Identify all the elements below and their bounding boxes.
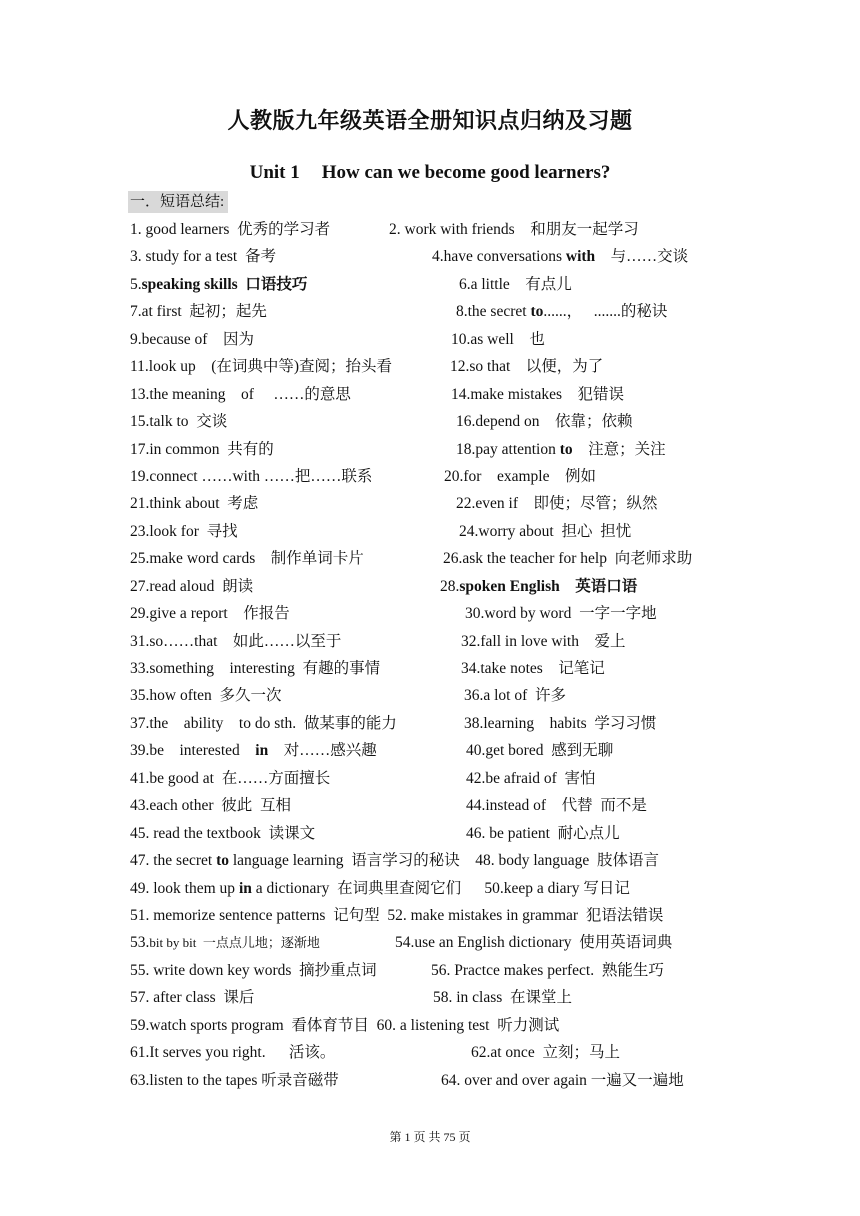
page-footer: 第 1 页 共 75 页: [389, 1130, 471, 1144]
unit-label: Unit 1: [249, 162, 300, 183]
phrase-text: 4.have conversations: [432, 248, 566, 266]
phrase-list: [130, 216, 750, 1094]
phrase-text: 20.for example 例如: [444, 467, 596, 485]
phrase-item-left: [130, 765, 330, 792]
phrase-text: 23.look for 寻找: [130, 522, 238, 540]
phrase-row: [130, 847, 750, 874]
phrase-text: 33.something interesting 有趣的事情: [130, 660, 381, 677]
phrase-item-left: [130, 600, 290, 627]
phrase-item-left: [130, 243, 276, 270]
phrase-text: a dictionary 在词典里查阅它们 50.keep a diary 写日记: [251, 879, 630, 897]
phrase-item-right: [466, 765, 596, 792]
phrase-text: 注意；关注: [572, 440, 666, 458]
phrase-item-right: [465, 600, 657, 627]
phrase-row: [130, 929, 750, 956]
phrase-row: [130, 792, 750, 819]
phrase-item-right: [459, 518, 631, 545]
phrase-row: [130, 984, 750, 1011]
phrase-row: [130, 1012, 750, 1039]
phrase-item-right: [433, 984, 572, 1011]
phrase-text: 61.It serves you right. 活该。: [130, 1044, 336, 1062]
phrase-row: [130, 875, 750, 902]
phrase-row: [130, 298, 750, 325]
phrase-text: 21.think about 考虑: [130, 495, 259, 513]
section-heading: 一．短语总结:: [128, 191, 228, 213]
phrase-text: 34.take notes 记笔记: [461, 660, 605, 677]
phrase-item-left: [130, 957, 377, 984]
phrase-item-left: [130, 792, 291, 819]
phrase-text: 51. memorize sentence patterns 记句型 52. make mistakes in grammar 犯语法错误: [130, 906, 664, 924]
phrase-item-right: [456, 436, 666, 463]
phrase-row: [130, 490, 750, 517]
phrase-text: 18.pay attention: [456, 440, 560, 458]
phrase-item-right: [456, 490, 657, 517]
phrase-row: [130, 1067, 750, 1094]
phrase-item-left: [130, 490, 258, 517]
phrase-item-left: [130, 710, 397, 737]
phrase-item-left: [130, 655, 380, 682]
phrase-row: [130, 628, 750, 655]
phrase-text: in: [238, 879, 252, 897]
phrase-row: [130, 710, 750, 737]
phrase-row: [130, 408, 750, 435]
phrase-text: 对……感兴趣: [268, 742, 377, 760]
phrase-item-left: [130, 436, 274, 463]
phrase-item-right: [444, 463, 596, 490]
phrase-row: [130, 353, 750, 380]
phrase-text: 42.be afraid of 害怕: [466, 769, 596, 787]
phrase-item-right: [466, 737, 613, 764]
phrase-text: 16.depend on 依靠；依赖: [456, 413, 633, 431]
phrase-item-left: [130, 1012, 559, 1039]
phrase-text: 19.connect ……with ……把……联系: [130, 467, 373, 485]
phrase-text: 62.at once 立刻；马上: [471, 1044, 620, 1062]
phrase-item-right: [471, 1039, 620, 1066]
phrase-text: spoken English 英语口语: [459, 577, 638, 595]
phrase-text: 31.so……that 如此……以至于: [130, 632, 342, 650]
phrase-item-left: [130, 1039, 335, 1066]
phrase-text: 53.: [130, 934, 150, 952]
phrase-text: 36.a lot of 许多: [464, 687, 567, 705]
phrase-item-right: [451, 326, 545, 353]
unit-question: How can we become good learners?: [321, 162, 611, 183]
phrase-item-right: [389, 216, 639, 243]
phrase-text: 22.even if 即使；尽管；纵然: [456, 495, 658, 513]
phrase-text: 63.listen to the tapes 听录音磁带: [130, 1071, 339, 1089]
phrase-row: [130, 820, 750, 847]
phrase-row: [130, 518, 750, 545]
phrase-text: 32.fall in love with 爱上: [461, 632, 626, 650]
phrase-item-left: [130, 984, 254, 1011]
phrase-text: 1. good learners 优秀的学习者: [130, 221, 331, 238]
phrase-item-left: [130, 737, 377, 764]
phrase-item-right: [456, 298, 667, 325]
phrase-text: with: [565, 248, 596, 266]
phrase-item-left: [130, 902, 663, 929]
phrase-text: 64. over and over again 一遍又一遍地: [441, 1071, 684, 1089]
phrase-item-left: [130, 381, 351, 408]
phrase-text: 14.make mistakes 犯错误: [451, 385, 625, 403]
phrase-text: 8.the secret: [456, 303, 531, 321]
phrase-item-right: [461, 655, 605, 682]
phrase-row: [130, 600, 750, 627]
phrase-row: [130, 682, 750, 709]
phrase-row: [130, 902, 750, 929]
phrase-row: [130, 1039, 750, 1066]
phrase-item-right: [466, 792, 647, 819]
phrase-row: [130, 765, 750, 792]
phrase-item-left: [130, 408, 227, 435]
phrase-text: language learning 语言学习的秘诀 48. body language 肢体语言: [229, 852, 660, 870]
phrase-text: 46. be patient 耐心点儿: [466, 824, 620, 842]
phrase-item-right: [456, 408, 633, 435]
phrase-item-left: [130, 353, 392, 380]
phrase-row: [130, 243, 750, 270]
phrase-text: 40.get bored 感到无聊: [466, 742, 614, 760]
phrase-row: [130, 436, 750, 463]
phrase-text: 45. read the textbook 读课文: [130, 824, 316, 842]
phrase-text: 43.each other 彼此 互相: [130, 797, 291, 815]
phrase-text: 56. Practce makes perfect. 熟能生巧: [431, 961, 664, 979]
phrase-text: 49. look them up: [130, 879, 239, 897]
document-title: 人教版九年级英语全册知识点归纳及习题: [227, 108, 633, 133]
phrase-row: [130, 545, 750, 572]
phrase-item-left: [130, 326, 254, 353]
phrase-item-right: [459, 271, 572, 298]
phrase-text: 59.watch sports program 看体育节目 60. a listening test 听力测试: [130, 1016, 560, 1034]
phrase-text: 24.worry about 担心 担忧: [459, 522, 632, 540]
phrase-item-right: [451, 381, 624, 408]
phrase-text: 3. study for a test 备考: [130, 248, 276, 266]
phrase-row: [130, 463, 750, 490]
phrase-item-left: [130, 545, 364, 572]
phrase-text: 28.: [440, 577, 460, 595]
phrase-row: [130, 326, 750, 353]
phrase-text: ......， .......的秘诀: [543, 303, 668, 321]
phrase-text: 15.talk to 交谈: [130, 413, 228, 431]
phrase-item-right: [431, 957, 664, 984]
phrase-item-right: [464, 710, 656, 737]
phrase-item-right: [432, 243, 688, 270]
phrase-row: [130, 573, 750, 600]
phrase-text: bit by bit 一点点儿地；逐渐地: [149, 935, 320, 951]
phrase-text: 与……交谈: [595, 248, 689, 266]
phrase-text: 25.make word cards 制作单词卡片: [130, 550, 364, 568]
phrase-item-right: [395, 929, 672, 956]
phrase-item-right: [464, 682, 566, 709]
phrase-text: 12.so that 以便，为了: [450, 358, 604, 376]
phrase-text: 10.as well 也: [451, 330, 545, 348]
phrase-item-right: [466, 820, 620, 847]
phrase-item-left: [130, 518, 238, 545]
phrase-text: 58. in class 在课堂上: [433, 989, 573, 1007]
phrase-text: 41.be good at 在……方面擅长: [130, 769, 331, 787]
phrase-text: 9.because of 因为: [130, 330, 254, 348]
phrase-text: 11.look up (在词典中等)查阅；抬头看: [130, 358, 393, 376]
phrase-item-right: [443, 545, 692, 572]
phrase-text: 30.word by word 一字一字地: [465, 605, 657, 623]
phrase-text: to: [530, 303, 544, 321]
phrase-item-left: [130, 820, 315, 847]
phrase-text: in: [255, 742, 269, 760]
phrase-text: 54.use an English dictionary 使用英语词典: [395, 934, 673, 952]
phrase-item-left: [130, 929, 320, 956]
unit-heading: [0, 162, 860, 184]
phrase-row: [130, 381, 750, 408]
phrase-item-left: [130, 271, 307, 298]
phrase-text: speaking skills 口语技巧: [141, 275, 308, 293]
phrase-item-left: [130, 875, 630, 902]
phrase-text: 5.: [130, 275, 142, 293]
phrase-text: 13.the meaning of ……的意思: [130, 385, 351, 403]
phrase-text: 57. after class 课后: [130, 989, 255, 1007]
phrase-item-right: [450, 353, 603, 380]
phrase-text: 2. work with friends 和朋友一起学习: [389, 221, 639, 238]
phrase-row: [130, 737, 750, 764]
phrase-item-left: [130, 847, 659, 874]
phrase-text: to: [216, 852, 229, 870]
phrase-text: 29.give a report 作报告: [130, 605, 290, 623]
phrase-item-left: [130, 298, 267, 325]
phrase-text: 17.in common 共有的: [130, 440, 274, 458]
phrase-text: 27.read aloud 朗读: [130, 577, 254, 595]
phrase-text: 35.how often 多久一次: [130, 687, 282, 705]
phrase-item-left: [130, 463, 372, 490]
phrase-row: [130, 655, 750, 682]
phrase-item-left: [130, 573, 253, 600]
phrase-row: [130, 271, 750, 298]
phrase-text: 7.at first 起初；起先: [130, 303, 267, 321]
phrase-item-right: [461, 628, 625, 655]
phrase-text: 55. write down key words 摘抄重点词: [130, 961, 377, 979]
phrase-text: 39.be interested: [130, 742, 256, 760]
phrase-row: [130, 216, 750, 243]
phrase-text: 38.learning habits 学习习惯: [464, 714, 657, 732]
phrase-text: 26.ask the teacher for help 向老师求助: [443, 550, 693, 568]
phrase-text: 44.instead of 代替 而不是: [466, 797, 647, 815]
phrase-row: [130, 957, 750, 984]
phrase-item-left: [130, 1067, 339, 1094]
phrase-item-left: [130, 682, 282, 709]
phrase-text: 37.the ability to do sth. 做某事的能力: [130, 714, 397, 732]
phrase-item-right: [441, 1067, 684, 1094]
phrase-item-left: [130, 628, 341, 655]
phrase-item-left: [130, 216, 330, 243]
phrase-text: 6.a little 有点儿: [459, 275, 572, 293]
phrase-item-right: [440, 573, 637, 600]
phrase-text: to: [559, 440, 573, 458]
phrase-text: 47. the secret: [130, 852, 217, 870]
